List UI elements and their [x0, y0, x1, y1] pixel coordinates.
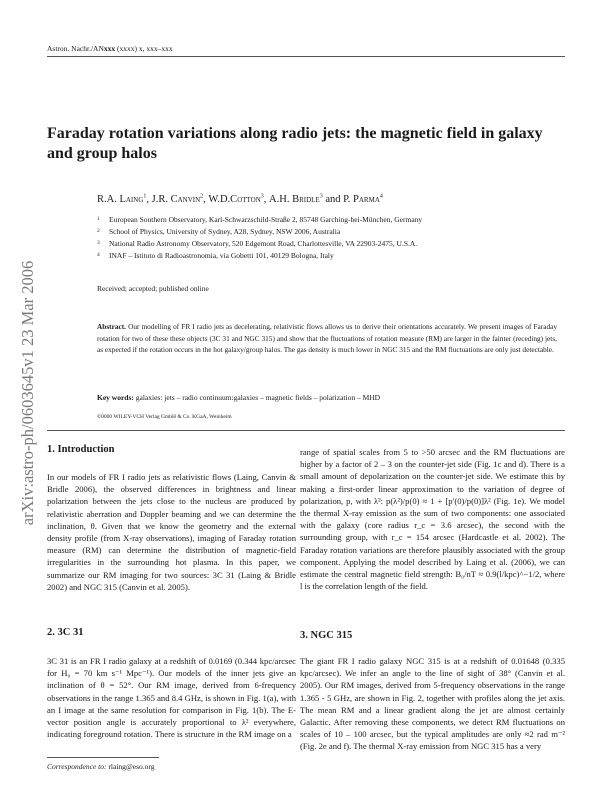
section-heading-introduction: 1. Introduction [47, 444, 115, 455]
author: R.A. Laing$^1$, [97, 193, 152, 205]
footnote-label: Correspondence to: [47, 762, 107, 771]
journal-header [47, 44, 173, 53]
abstract-label: Abstract. [97, 322, 126, 331]
footnote-rule [47, 757, 159, 758]
section-heading-ngc315: 3. NGC 315 [300, 630, 353, 641]
journal-suffix: (xxxx) x, xxx–xxx [117, 44, 173, 53]
keywords-text: galaxies: jets – radio continuum:galaxies – magnetic fields – polarization – MHD [135, 393, 381, 402]
author: A.H. Bridle$^3$ and [269, 193, 344, 205]
affiliation: 1 European Southern Observatory, Karl-Schwarzschild-Straße 2, 85748 Garching-bei-München, Germany [97, 215, 423, 224]
abstract [97, 321, 557, 356]
affiliation: 2 School of Physics, University of Sydney, A28, Sydney, NSW 2006, Australia [97, 227, 341, 236]
footnote [47, 762, 155, 771]
affiliation: 4 INAF – Istituto di Radioastronomia, via Gobetti 101, 40129 Bologna, Italy [97, 251, 334, 260]
journal-volume: xxx [103, 44, 116, 53]
keywords [97, 393, 380, 402]
author: W.D.Cotton$^3$, [208, 193, 270, 205]
section-heading-3c31: 2. 3C 31 [47, 627, 84, 638]
author-list [97, 193, 383, 205]
abstract-text: Our modelling of FR I radio jets as decelerating, relativistic flows allows us to derive their orientations accurately. We present images of Faraday rotation for two of these these objects (3C 31 and NGC 315) and show that the fluctuations of rotation measure (RM) are larger in the fainter (receding) jets, as expected if the rotation occurs in the hot galaxy/group halos. The gas density is much lower in NGC 315 and the RM fluctuations are only just detectable. [97, 322, 557, 354]
abstract-rule [47, 430, 565, 431]
section-3c31-text: 3C 31 is an FR I radio galaxy at a redshift of 0.0169 (0.344 kpc/arcsec for H₀ = 70 km s⁻¹ Mpc⁻¹). Our models of the inner jets give an inclination of θ = 52°. Our RM image, derived from 6-frequency observations in the range 1.365 and 8.4 GHz, is shown in Fig. 1(a), with an I image at the same resolution for comparison in Fig. 1(b). The E-vector position angle is accurately proportional to λ² everywhere, indicating foreground rotation. There is structure in the RM image on a [47, 656, 296, 740]
received-line: Received; accepted; published online [97, 284, 209, 293]
author: J.R. Canvin$^2$, [151, 193, 209, 205]
section-ngc315-text: The giant FR I radio galaxy NGC 315 is at a redshift of 0.01648 (0.335 kpc/arcsec). We infer an angle to the line of sight of 38° (Canvin et al. 2005). Our RM images, derived from 5-frequency observations in the range 1.365 - 5 GHz, are shown in Fig. 2, together with profiles along the jet axis. The mean RM and a linear gradient along the jet are almost certainly Galactic. After removing these components, we detect RM fluctuations on scales of 10 – 100 arcsec, but the typical amplitudes are only ≈2 rad m⁻² (Fig. 2e and f). The thermal X-ray emission from NGC 315 has a very [300, 656, 565, 752]
copyright-notice: ©0000 WILEY-VCH Verlag GmbH & Co. KGaA, Weinheim [97, 414, 232, 420]
author: P. Parma$^4$ [343, 193, 383, 205]
paper-title: Faraday rotation variations along radio jets: the magnetic field in galaxy and group halos [47, 125, 543, 162]
affiliation-list [97, 214, 422, 262]
arxiv-stamp[interactable] [18, 205, 38, 580]
keywords-label: Key words: [97, 393, 134, 402]
introduction-text: In our models of FR I radio jets as relativistic flows (Laing, Canvin & Bridle 2006), the observed differences in brightness and linear polarization between the jets close to the nucleus are produced by relativistic aberration and Doppler beaming and we can determine the inclination, θ. Given that we know the geometry and the external density profile (from X-ray observations), imaging of Faraday rotation measure (RM) can determine the distribution of magnetic-field irregularities in the surrounding hot plasma. In this paper, we summarize our RM imaging for two sources: 3C 31 (Laing & Bridle 2002) and NGC 315 (Canvin et al. 2005). [47, 472, 296, 592]
footnote-email[interactable]: rlaing@eso.org [108, 762, 155, 771]
affiliation: 3 National Radio Astronomy Observatory, 520 Edgemont Road, Charlottesville, VA 22903-2475, U.S.A. [97, 239, 418, 248]
header-rule [47, 56, 565, 57]
right-column-text: range of spatial scales from 5 to >50 arcsec and the RM fluctuations are higher by a factor of 2 – 3 on the counter-jet side (Fig. 1c and d). There is a small amount of depolarization on the counter-jet side. We estimate this by making a first-order linear approximation to the variation of degree of polarization, p, with λ²: p(λ²)/p(0) ≈ 1 + [p′(0)/p(0)]λ² (Fig. 1e). We model the thermal X-ray emission as the sum of two components: one associated with the galaxy (core radius r_c = 3.6 arcsec), the second with the surrounding group, with r_c = 154 arcsec (Hardcastle et al. 2002). The Faraday rotation variations are therefore plausibly associated with the group component. Applying the model described by Laing et al. (2006), we can estimate the central magnetic field strength: B₀/nT ≈ 0.9(l/kpc)^−1/2, where l is the correlation length of the field. [300, 447, 565, 592]
journal-prefix: Astron. Nachr./AN [47, 44, 104, 53]
arxiv-id[interactable]: arXiv:astro-ph/0603645v1 23 Mar 2006 [18, 260, 37, 525]
